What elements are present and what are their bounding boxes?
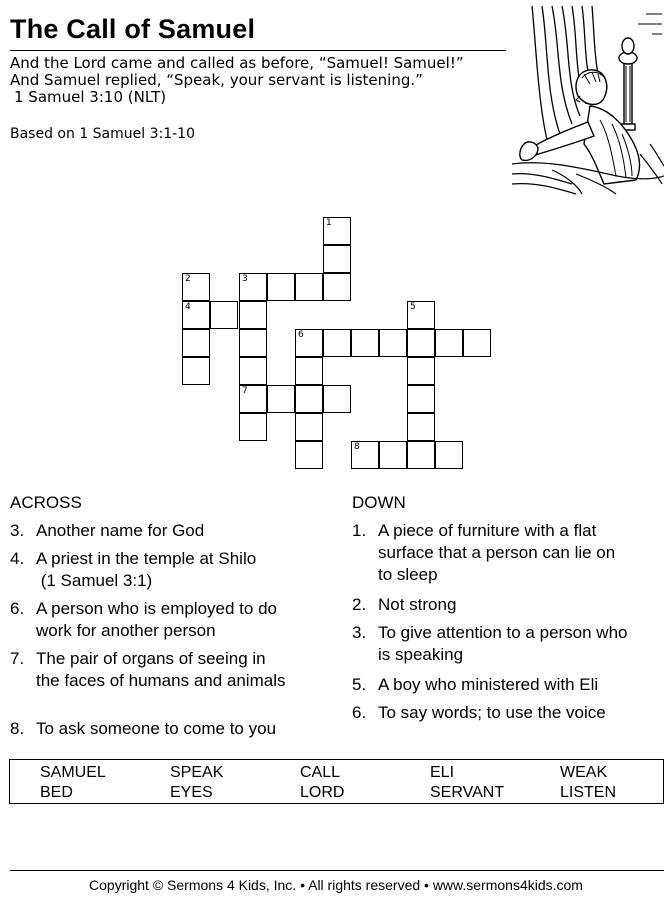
crossword-cell[interactable] — [182, 329, 210, 357]
clue-text: To say words; to use the voice — [378, 703, 606, 722]
crossword-cell[interactable] — [407, 413, 435, 441]
clue-text: Another name for God — [36, 521, 205, 540]
boy-praying-illustration — [512, 4, 664, 196]
crossword-cell[interactable] — [323, 329, 351, 357]
crossword-cell[interactable] — [295, 273, 323, 301]
clue-text: (1 Samuel 3:1) — [36, 571, 153, 590]
clue-number: 8 — [354, 442, 360, 452]
crossword-cell[interactable] — [435, 441, 463, 469]
clue-text: work for another person — [36, 621, 216, 640]
word-bank-item: WEAK — [560, 764, 608, 781]
title-divider — [10, 50, 506, 51]
crossword-cell[interactable] — [407, 441, 435, 469]
based-on-text: Based on 1 Samuel 3:1-10 — [10, 126, 196, 142]
clue-text: is speaking — [378, 645, 464, 664]
word-bank-item: LISTEN — [560, 784, 617, 801]
crossword-cell[interactable] — [239, 385, 267, 413]
clue-number: 4. — [10, 549, 25, 568]
word-bank-item: SAMUEL — [40, 764, 106, 781]
copyright-footer: Copyright © Sermons 4 Kids, Inc. • All rights reserved • www.sermons4kids.com — [89, 877, 583, 893]
word-bank-item: SPEAK — [170, 764, 224, 781]
crossword-cell[interactable] — [351, 329, 379, 357]
page-title: The Call of Samuel — [10, 14, 256, 44]
crossword-cell[interactable] — [463, 329, 491, 357]
crossword-cell[interactable] — [379, 329, 407, 357]
down-heading: DOWN — [352, 493, 406, 512]
clue-text: Not strong — [378, 595, 457, 614]
clue-text: to sleep — [378, 565, 438, 584]
clue-number: 8. — [10, 719, 25, 738]
crossword-cell[interactable] — [323, 385, 351, 413]
word-bank-item: CALL — [300, 764, 341, 781]
verse-line-2: And Samuel replied, “Speak, your servant is listening.” — [10, 71, 423, 89]
crossword-cell[interactable] — [295, 441, 323, 469]
crossword-cell[interactable] — [295, 357, 323, 385]
clue-number: 2 — [185, 274, 191, 284]
crossword-cell[interactable] — [239, 273, 267, 301]
clue-text: A piece of furniture with a flat — [378, 521, 597, 540]
crossword-cell[interactable] — [210, 301, 238, 329]
clue-number: 3. — [352, 623, 367, 642]
clue-text: The pair of organs of seeing in — [36, 649, 266, 668]
crossword-cell[interactable] — [295, 413, 323, 441]
crossword-cell[interactable] — [351, 441, 379, 469]
clue-number: 3. — [10, 521, 25, 540]
crossword-cell[interactable] — [267, 273, 295, 301]
clue-number: 6. — [10, 599, 25, 618]
verse-line-1: And the Lord came and called as before, “Samuel! Samuel!” — [10, 54, 464, 72]
word-bank-item: LORD — [300, 784, 345, 801]
crossword-cell[interactable] — [407, 357, 435, 385]
crossword-cell[interactable] — [295, 329, 323, 357]
clue-number: 2. — [352, 595, 367, 614]
crossword-cell[interactable] — [407, 385, 435, 413]
clue-number: 7. — [10, 649, 25, 668]
clue-number: 4 — [185, 302, 191, 312]
crossword-cell[interactable] — [182, 273, 210, 301]
clue-number: 5 — [410, 302, 416, 312]
crossword-cell[interactable] — [379, 441, 407, 469]
clue-text: the faces of humans and animals — [36, 671, 286, 690]
crossword-cell[interactable] — [295, 385, 323, 413]
crossword-cell[interactable] — [239, 301, 267, 329]
word-bank-item: EYES — [170, 784, 213, 801]
clue-number: 6. — [352, 703, 367, 722]
verse-block — [10, 55, 464, 106]
crossword-cell[interactable] — [239, 357, 267, 385]
clue-text: To give attention to a person who — [378, 623, 628, 642]
verse-reference: 1 Samuel 3:10 (NLT) — [14, 88, 167, 106]
word-bank-item: ELI — [430, 764, 455, 781]
clue-text: A person who is employed to do — [36, 599, 277, 618]
crossword-cell[interactable] — [407, 301, 435, 329]
word-bank-item: BED — [40, 784, 73, 801]
word-bank-item: SERVANT — [430, 784, 505, 801]
crossword-cell[interactable] — [323, 245, 351, 273]
clue-number: 5. — [352, 675, 367, 694]
crossword-cell[interactable] — [323, 273, 351, 301]
clue-number: 3 — [242, 274, 248, 284]
across-heading: ACROSS — [10, 493, 82, 512]
crossword-cell[interactable] — [182, 301, 210, 329]
clue-number: 6 — [298, 330, 304, 340]
crossword-cell[interactable] — [407, 329, 435, 357]
crossword-cell[interactable] — [323, 217, 351, 245]
crossword-cell[interactable] — [267, 385, 295, 413]
clue-number: 1. — [352, 521, 367, 540]
crossword-cell[interactable] — [182, 357, 210, 385]
crossword-cell[interactable] — [239, 413, 267, 441]
clue-text: surface that a person can lie on — [378, 543, 616, 562]
footer-divider — [10, 870, 664, 871]
crossword-cell[interactable] — [239, 329, 267, 357]
word-bank — [9, 759, 664, 804]
clue-text: To ask someone to come to you — [36, 719, 277, 738]
clue-text: A boy who ministered with Eli — [378, 675, 599, 694]
clue-number: 7 — [242, 386, 248, 396]
clue-number: 1 — [326, 218, 332, 228]
clue-text: A priest in the temple at Shilo — [36, 549, 257, 568]
crossword-cell[interactable] — [435, 329, 463, 357]
